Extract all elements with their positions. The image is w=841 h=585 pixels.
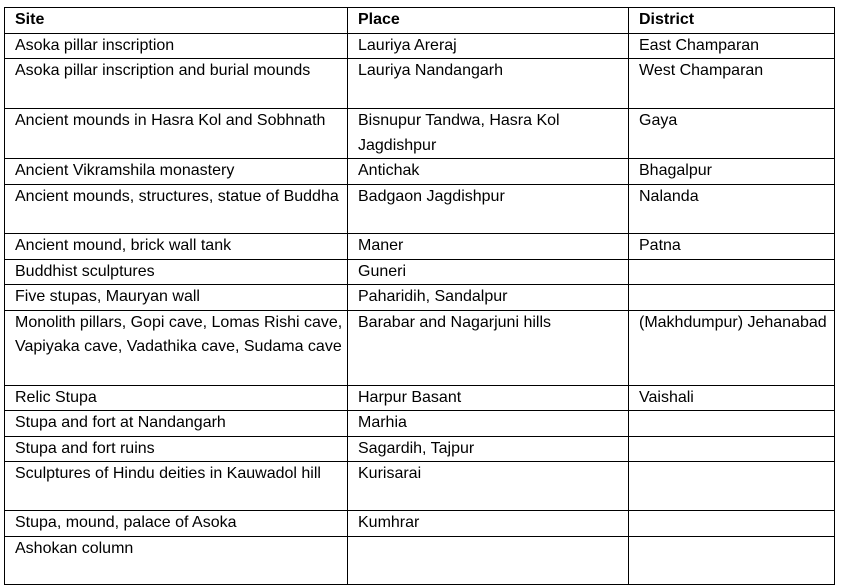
site-cell: Asoka pillar inscription and burial mounds (5, 59, 348, 109)
place-cell (348, 536, 629, 584)
site-cell: Stupa and fort at Nandangarh (5, 411, 348, 437)
header-row (5, 8, 835, 34)
place-cell: Guneri (348, 259, 629, 285)
site-cell: Ancient Vikramshila monastery (5, 159, 348, 185)
district-cell (629, 511, 835, 537)
site-cell: Ancient mound, brick wall tank (5, 233, 348, 259)
sites-table (4, 7, 835, 585)
place-cell: Lauriya Areraj (348, 33, 629, 59)
site-cell: Ancient mounds in Hasra Kol and Sobhnath (5, 109, 348, 159)
district-cell (629, 436, 835, 462)
place-cell: Lauriya Nandangarh (348, 59, 629, 109)
place-cell: Marhia (348, 411, 629, 437)
site-cell: Asoka pillar inscription (5, 33, 348, 59)
district-cell: Nalanda (629, 184, 835, 233)
place-cell: Harpur Basant (348, 385, 629, 411)
table-row (5, 109, 835, 159)
table-row (5, 184, 835, 233)
place-cell: Paharidih, Sandalpur (348, 285, 629, 311)
table-row (5, 233, 835, 259)
site-cell: Ashokan column (5, 536, 348, 584)
district-cell: (Makhdumpur) Jehanabad (629, 310, 835, 385)
site-cell: Monolith pillars, Gopi cave, Lomas Rishi cave, Vapiyaka cave, Vadathika cave, Sudama cave (5, 310, 348, 385)
table-row (5, 285, 835, 311)
header-district: District (629, 8, 835, 34)
table-row (5, 462, 835, 511)
place-cell: Barabar and Nagarjuni hills (348, 310, 629, 385)
site-cell: Relic Stupa (5, 385, 348, 411)
district-cell: Vaishali (629, 385, 835, 411)
site-cell: Five stupas, Mauryan wall (5, 285, 348, 311)
district-cell (629, 259, 835, 285)
table-row (5, 33, 835, 59)
district-cell (629, 536, 835, 584)
site-cell: Stupa, mound, palace of Asoka (5, 511, 348, 537)
table-row (5, 436, 835, 462)
place-cell: Badgaon Jagdishpur (348, 184, 629, 233)
place-cell: Kurisarai (348, 462, 629, 511)
place-cell: Antichak (348, 159, 629, 185)
place-cell: Maner (348, 233, 629, 259)
site-cell: Stupa and fort ruins (5, 436, 348, 462)
district-cell: Patna (629, 233, 835, 259)
table-row (5, 536, 835, 584)
site-cell: Buddhist sculptures (5, 259, 348, 285)
header-site: Site (5, 8, 348, 34)
table-row (5, 385, 835, 411)
table-row (5, 159, 835, 185)
district-cell (629, 411, 835, 437)
table-row (5, 411, 835, 437)
header-place: Place (348, 8, 629, 34)
table-row (5, 59, 835, 109)
site-cell: Sculptures of Hindu deities in Kauwadol hill (5, 462, 348, 511)
district-cell (629, 462, 835, 511)
district-cell: West Champaran (629, 59, 835, 109)
place-cell: Bisnupur Tandwa, Hasra Kol Jagdishpur (348, 109, 629, 159)
place-cell: Kumhrar (348, 511, 629, 537)
table-row (5, 511, 835, 537)
table-row (5, 310, 835, 385)
district-cell: Gaya (629, 109, 835, 159)
place-cell: Sagardih, Tajpur (348, 436, 629, 462)
district-cell: Bhagalpur (629, 159, 835, 185)
district-cell (629, 285, 835, 311)
site-cell: Ancient mounds, structures, statue of Buddha (5, 184, 348, 233)
table-row (5, 259, 835, 285)
district-cell: East Champaran (629, 33, 835, 59)
